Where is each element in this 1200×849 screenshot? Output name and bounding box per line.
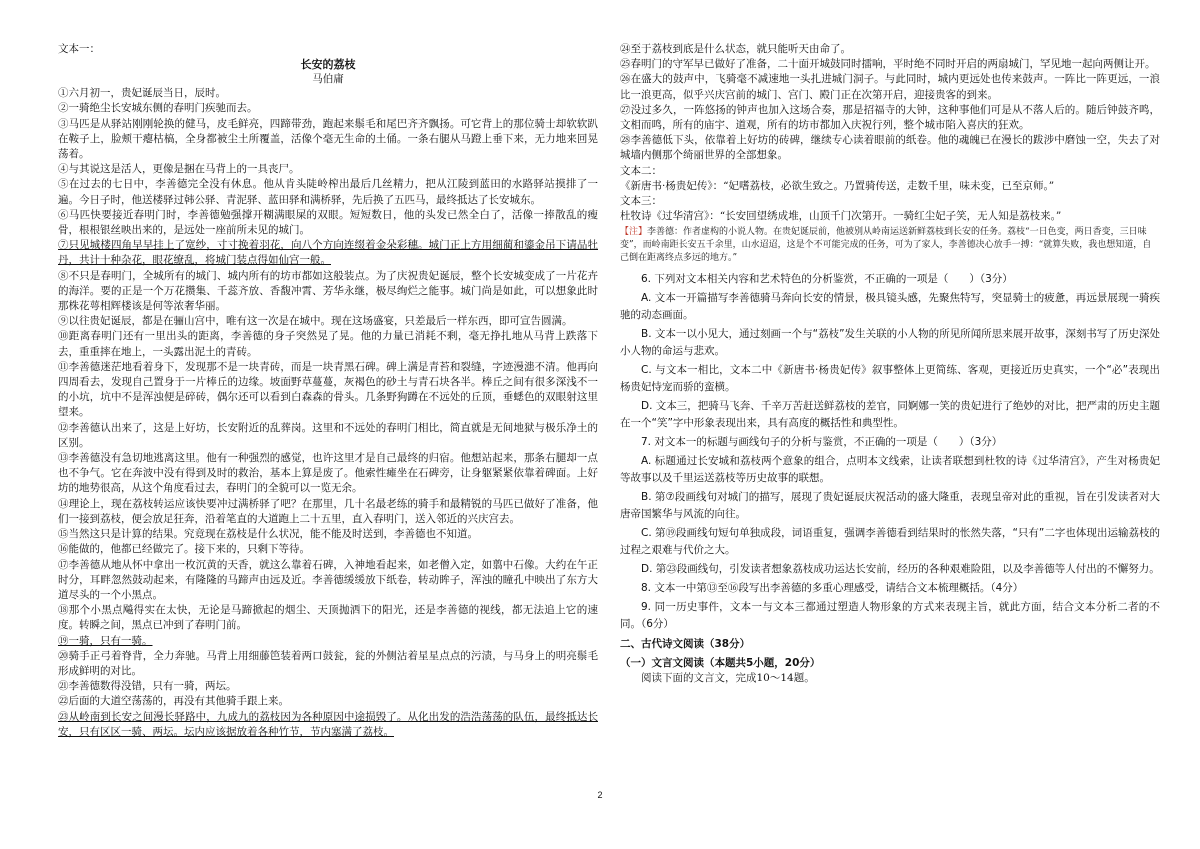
story-paragraph: ⑱那个小黑点飚得实在太快，无论是马蹄掀起的烟尘、天顶抛洒下的阳光，还是李善德的视线，都无法追上它的速度。转瞬之间，黑点已冲到了春明门前。 xyxy=(58,604,598,632)
story-paragraph: ⑬李善德没有急切地逃离这里。他有一种强烈的感觉，也许这里才是自己最终的归宿。他想站起来，那条右腿却一点也不争气。它在奔波中没有得到及时的救治，基本上算是废了。他索性瘫坐在石碑旁，让身躯紧紧依靠着碑面。上好坊的地势很高，从这个角度看过去，春明门的全貌可以一览无余。 xyxy=(58,452,598,495)
story-paragraph: ⑳骑手正弓着脊背，全力奔驰。马背上用细藤笆装着两口鼓瓮，瓮的外侧沾着星星点点的污渍，与马身上的明亮鬃毛形成鲜明的对比。 xyxy=(58,649,598,677)
story-paragraph: ⑨以往贵妃诞辰，都是在骊山宫中，唯有这一次是在城中。现在这场盛宴，只差最后一样东西，即可宣告圆满。 xyxy=(58,315,573,328)
question-item: 8. 文本一中第⑬至⑯段写出李善德的多重心理感受，请结合文本梳理概括。（4分） xyxy=(641,582,1024,595)
story-paragraph: ⑰李善德从地从怀中拿出一枚沉黄的天香，就这么靠着石碑，入神地看起来，如老僧入定，如翦中石像。大约在午正时分，耳畔忽然鼓动起来，有隆隆的马蹄声由远及近。李善德缓缓放下纸卷，转动眸子，浑浊的瞳孔中映出了东方大道尽头的一个小黑点。 xyxy=(58,558,598,601)
story-author: 马伯庸 xyxy=(312,73,344,86)
text1-header: 文本一： xyxy=(58,43,100,55)
text2-body: 《新唐书·杨贵妃传》：“妃嗜荔枝，必欲生致之。乃置骑传送，走数千里，味未变，已至京师。” xyxy=(620,179,1055,192)
story-paragraph: ⑥马匹快要接近春明门时，李善德勉强撑开糊满眼屎的双眼。短短数日，他的头发已然全白了，活像一捧散乱的瘦骨，根根银丝映出来的，是远处一座前所未见的城门。 xyxy=(58,208,598,237)
footnote xyxy=(620,226,1160,265)
footnote-tag: 【注】 xyxy=(620,227,648,238)
question-list xyxy=(620,271,1160,633)
question-item: C. 第⑲段画线句短句单独成段，词语重复，强调李善德看到结果时的怅然失落，“只有”二字也体现出运输荔枝的过程之艰难与代价之大。 xyxy=(620,527,1160,557)
story-paragraph: ⑪李善德迷茫地看着身下，发现那不是一块青砖，而是一块青黑石碑。碑上满是青苔和裂缝，字迹漫漶不清。他再向四周看去，发现自己置身于一片棒丘的边缘。坡面野草蔓蔓，灰褐色的砂土与青石块各半。棒丘之间有很多深浅不一的小坑，坑中不是浑浊便是碎砖，偶尔还可以看到白森森的骨头。几条野狗蹲在不远处的丘顶，垂蟋色的双眼射这里望来。 xyxy=(58,360,598,419)
text3-label: 文本三： xyxy=(620,195,662,208)
story-paragraph: ⑦只见城楼四角早早挂上了宽纱，寸寸挽着羽花，向八个方向连缀着金朵彩穗。城门正上方用细蔺和鎏金吊下请品牡丹，共计十种杂花，眼花缭乱，将城门装点得如仙宫一般。 xyxy=(58,239,598,267)
footnote-body: 李善德：作者虚构的小说人物。在贵妃诞辰前，他被别从岭南运送新鲜荔枝到长安的任务。荔枝“一日色变，两日香变，三日味变”，而岭南距长安五千余里，山水迢迢，这是个不可能完成的任务，可为了家人，李善德决心放手一搏：“就算失败，我也想知道，自己倒在距离终点多远的地方。” xyxy=(620,227,1152,264)
story-paragraph: ㉗没过多久，一阵悠扬的钟声也加入这场合奏，那是招福寺的大钟，这种事他们可是从不落人后的。随后钟鼓齐鸣，文相而鸣，所有的庙宇、道观，所有的坊市都加入庆祝行列，整个城市陷入喜庆的狂欢。 xyxy=(620,103,1160,132)
story-paragraph: ⑤在过去的七日中，李善德完全没有休息。他从肯头陡岭榨出最后几丝精力，把从江陵到蓝田的水路驿站摸排了一遍。今日子时，他送楼驿过韩公驿、青泥驿、蓝田驿和满桥驿，先后换了五匹马，最终抵达了长安城东。 xyxy=(58,178,598,206)
left-column xyxy=(58,42,598,740)
story-paragraph: ㉔至于荔枝到底是什么状态，就只能听天由命了。 xyxy=(620,43,851,55)
story-paragraph: ②一骑绝尘长安城东侧的春明门疾驰而去。 xyxy=(58,102,258,115)
story-paragraphs-continued xyxy=(620,42,1160,164)
story-paragraph: ①六月初一，贵妃诞辰当日，辰时。 xyxy=(58,87,226,100)
story-paragraph: ⑲一骑，只有一骑。 xyxy=(58,634,153,647)
question-item: C. 与文本一相比，文本二中《新唐书·杨贵妃传》叙事整体上更简练、客观，更接近历史真实，一个“必”表现出杨贵妃恃宠而骄的蛮横。 xyxy=(620,364,1160,394)
story-paragraph: ㉑李善德数得没错，只有一骑，两坛。 xyxy=(58,680,237,693)
question-item: 9. 同一历史事件，文本一与文本三都通过塑造人物形象的方式来表现主旨，就此方面，结合文本分析二者的不同。（6分） xyxy=(620,601,1160,631)
question-item: A. 文本一开篇描写李善德骑马奔向长安的情景，极具镜头感，先聚焦特写，突显骑士的疲惫，再远景展现一骑疾驰的动态画面。 xyxy=(620,292,1160,322)
question-item: A. 标题通过长安城和荔枝两个意象的组合，点明本文线索，让读者联想到杜牧的诗《过华清宫》，产生对杨贵妃等故事以及千里运送荔枝等历史故事的联想。 xyxy=(620,455,1160,485)
section-title: 二、古代诗文阅读（38分） xyxy=(620,638,751,651)
story-paragraph: ⑯能做的，他都已经做完了。接下来的，只剩下等待。 xyxy=(58,543,310,556)
right-column xyxy=(620,42,1160,687)
story-paragraphs xyxy=(58,86,598,740)
question-item: B. 文本一以小见大，通过刻画一个与“荔枝”发生关联的小人物的所见所闻所思来展开故事，深刻书写了历史深处小人物的命运与悲欢。 xyxy=(620,328,1160,358)
story-paragraph: ㉒后面的大道空荡荡的，再没有其他骑手跟上来。 xyxy=(58,695,289,708)
story-paragraph: ③马匹是从驿站刚刚轮换的健马，皮毛鲜亮，四蹄带劲，跑起来鬃毛和尾巴齐齐飘扬。可它背上的那位骑士却软软趴在鞍子上，脸颊干瘪枯槁，全身都被尘土所覆盖，活像个毫无生命的土俑。一条右腿从马蹬上垂下来，无力地来回晃荡着。 xyxy=(58,117,598,161)
question-item: D. 文本三，把骑马飞奔、千辛万苦赶送鲜荔枝的差官，同婀娜一笑的贵妃进行了绝妙的对比，把严肃的历史主题在一个“笑”字中形象表现出来，具有高度的概括性和典型性。 xyxy=(620,400,1160,430)
story-paragraph: ④与其说这是活人，更像是捆在马背上的一具丧尸。 xyxy=(58,163,300,176)
story-paragraph: ㉘李善德低下头，依靠着上好坊的砖碑，继续专心读着眼前的纸卷。他的魂魄已在漫长的跋涉中磨蚀一空，失去了对城墙内侧那个绮丽世界的全部想象。 xyxy=(620,134,1160,162)
text2-label: 文本二： xyxy=(620,164,662,177)
question-item: D. 第㉓段画线句，引发读者想象荔枝成功运达长安前，经历的各种艰难险阻，以及李善德等人付出的不懈努力。 xyxy=(641,563,1160,576)
story-paragraph: ㉕春明门的守军早已做好了准备，二十面开城鼓同时擂响，平时绝不同时开启的两扇城门，罕见地一起向两侧让开。 xyxy=(620,58,1156,71)
subsection-intro: 阅读下面的文言文，完成10～14题。 xyxy=(641,672,815,685)
question-item: B. 第⑦段画线句对城门的描写，展现了贵妃诞辰庆祝活动的盛大隆重，表现皇帝对此的重视，旨在引发读者对大唐帝国繁华与风流的向往。 xyxy=(620,491,1160,521)
story-paragraph: ⑭理论上，现在荔枝转运应该快要冲过满桥驿了吧？在那里，几十名最老练的骑手和最精锐的马匹已做好了准备，他们一接到荔枝，便会放足狂奔，沿着笔直的大道跑上二十五里，直入春明门，送入邻近的兴庆宫去。 xyxy=(58,497,598,525)
story-paragraph: ㉖在盛大的鼓声中，飞骑毫不减速地一头扎进城门洞子。与此同时，城内更远处也传来鼓声。一阵比一阵更远，一浪比一浪更高，似乎兴庆宫前的城门、宫门、殿门正在次第开启，迎接贵客的到来。 xyxy=(620,73,1160,101)
subsection-title: （一）文言文阅读（本题共5小题，20分） xyxy=(620,657,821,670)
text3-body: 杜牧诗《过华清宫》：“长安回望绣成堆，山顶千门次第开。一骑红尘妃子笑，无人知是荔枝来。” xyxy=(620,210,1062,223)
story-paragraph: ⑩距离春明门还有一里出头的距离，李善德的身子突然晃了晃。他的力量已消耗不剩，毫无挣扎地从马背上跌落下去，重重摔在地上，一头露出泥土的青砖。 xyxy=(58,330,598,358)
question-item: 7. 对文本一的标题与画线句子的分析与鉴赏，不正确的一项是（ ）（3分） xyxy=(641,436,1003,449)
question-item: 6. 下列对文本相关内容和艺术特色的分析鉴赏，不正确的一项是（ ）（3分） xyxy=(641,273,1013,286)
story-title: 长安的荔枝 xyxy=(300,58,356,72)
page-number: 2 xyxy=(597,790,603,800)
story-paragraph: ⑮当然这只是计算的结果。究竟现在荔枝是什么状况，能不能及时送到，李善德也不知道。 xyxy=(58,528,478,541)
story-paragraph: ⑫李善德认出来了，这是上好坊，长安附近的乱葬岗。这里和不远处的春明门相比，简直就是无间地狱与极乐净土的区别。 xyxy=(58,421,598,449)
story-paragraph: ⑧不只是春明门，全城所有的城门、城内所有的坊市都如这般装点。为了庆祝贵妃诞辰，整个长安城变成了一片花卉的海洋。要的正是一个万花攒集、千蕊齐放、香馥冲霄、芳华永继，极尽绚烂之能事。城门尚是如此，可以想象此时那株花萼相辉楼该是何等浓奢华丽。 xyxy=(58,269,598,313)
story-paragraph: ㉓从岭南到长安之间漫长驿路中，九成九的荔枝因为各种原因中途损毁了。从化出发的浩浩荡荡的队伍，最终抵达长安，只有区区一骑、两坛。坛内应该据放着各种竹节，节内塞满了荔枝。 xyxy=(58,710,598,738)
